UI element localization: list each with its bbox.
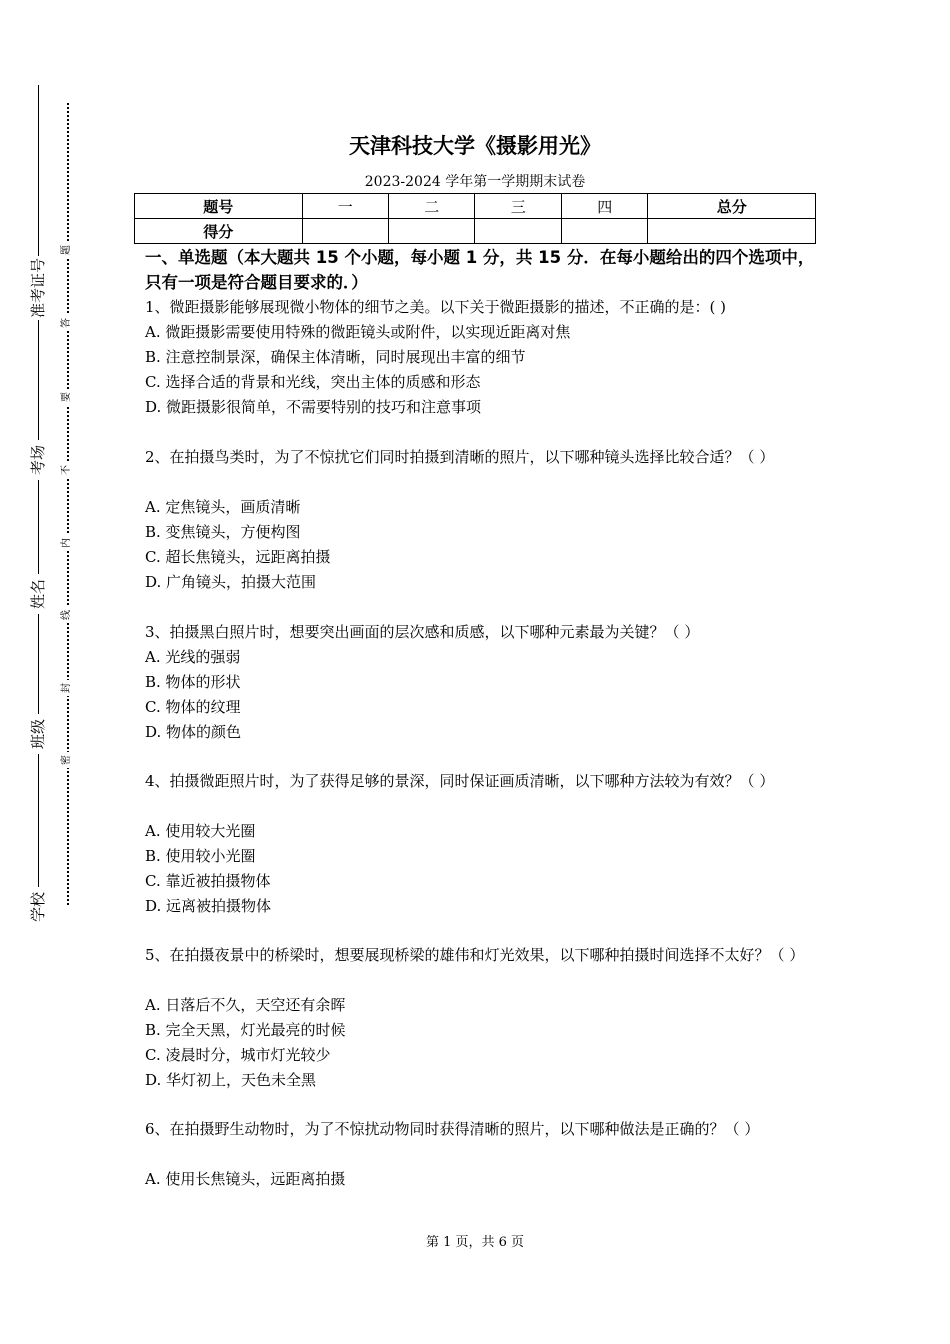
question-option: D. 微距摄影很简单，不需要特别的技巧和注意事项 (145, 398, 482, 416)
score-table-score-row (135, 219, 816, 244)
exam-subtitle: 2023-2024 学年第一学期期末试卷 (364, 174, 586, 190)
score-table-cell: 三 (475, 194, 561, 219)
question-stem: 6、在拍摄野生动物时，为了不惊扰动物同时获得清晰的照片，以下哪种做法是正确的？（ ） (145, 1120, 760, 1138)
seal-char: 密 (60, 752, 74, 768)
question-option: C. 超长焦镜头，远距离拍摄 (145, 548, 331, 566)
question-option: D. 华灯初上，天色未全黑 (145, 1071, 317, 1089)
question-stem: 3、拍摄黑白照片时，想要突出画面的层次感和质感，以下哪种元素最为关键？（ ） (145, 623, 700, 641)
question-option: D. 广角镜头，拍摄大范围 (145, 573, 317, 591)
question-option: A. 定焦镜头，画质清晰 (145, 498, 301, 516)
question-option: A. 使用长焦镜头，远距离拍摄 (145, 1170, 346, 1188)
score-input-cell[interactable] (475, 219, 561, 244)
question-stem: 5、在拍摄夜景中的桥梁时，想要展现桥梁的雄伟和灯光效果，以下哪种拍摄时间选择不太好？（ ） (145, 946, 805, 964)
seal-char: 答 (60, 315, 74, 331)
binding-dotted-line (67, 103, 69, 905)
page-footer: 第 1 页，共 6 页 (425, 1235, 525, 1250)
question-option: B. 物体的形状 (145, 673, 241, 691)
question-option: C. 靠近被拍摄物体 (145, 872, 271, 890)
question-option: D. 物体的颜色 (145, 723, 242, 741)
question-stem: 2、在拍摄鸟类时，为了不惊扰它们同时拍摄到清晰的照片，以下哪种镜头选择比较合适？（ ） (145, 448, 775, 466)
question-option: C. 选择合适的背景和光线，突出主体的质感和形态 (145, 373, 481, 391)
name-label: 姓名 (28, 574, 48, 614)
school-label: 学校 (28, 887, 48, 927)
score-input-cell[interactable] (302, 219, 388, 244)
score-input-cell[interactable] (561, 219, 647, 244)
seal-char: 内 (60, 535, 74, 551)
seal-char: 不 (60, 462, 74, 478)
question-option: C. 凌晨时分，城市灯光较少 (145, 1046, 331, 1064)
class-label: 班级 (28, 714, 48, 754)
exam-room-label: 考场 (28, 440, 48, 480)
question-stem: 4、拍摄微距照片时，为了获得足够的景深，同时保证画质清晰，以下哪种方法较为有效？（ ） (145, 772, 775, 790)
question-option: D. 远离被拍摄物体 (145, 897, 272, 915)
score-table-cell: 二 (388, 194, 474, 219)
score-table (134, 193, 816, 244)
seal-char: 线 (60, 607, 74, 623)
score-input-cell[interactable] (648, 219, 816, 244)
question-option: A. 使用较大光圈 (145, 822, 256, 840)
question-option: C. 物体的纹理 (145, 698, 241, 716)
question-option: B. 注意控制景深，确保主体清晰，同时展现出丰富的细节 (145, 348, 526, 366)
question-option: A. 微距摄影需要使用特殊的微距镜头或附件，以实现近距离对焦 (145, 323, 571, 341)
question-stem: 1、微距摄影能够展现微小物体的细节之美。以下关于微距摄影的描述，不正确的是：( ) (145, 298, 727, 316)
score-table-cell: 一 (302, 194, 388, 219)
seal-char: 要 (60, 389, 74, 405)
binding-margin (0, 0, 120, 1344)
score-input-cell[interactable] (388, 219, 474, 244)
score-table-header-row (135, 194, 816, 219)
section-title: 一、单选题（本大题共 15 个小题，每小题 1 分，共 15 分．在每小题给出的四个选项中，只有一项是符合题目要求的．） (145, 248, 815, 292)
question-option: A. 日落后不久，天空还有余晖 (145, 996, 346, 1014)
exam-title: 天津科技大学《摄影用光》 (349, 134, 601, 158)
seal-char: 题 (60, 242, 74, 258)
question-option: B. 使用较小光圈 (145, 847, 256, 865)
question-option: A. 光线的强弱 (145, 648, 241, 666)
binding-solid-line (38, 85, 39, 921)
question-option: B. 完全天黑，灯光最亮的时候 (145, 1021, 346, 1039)
score-table-cell: 总分 (648, 194, 816, 219)
score-table-cell: 得分 (135, 219, 303, 244)
score-table-cell: 题号 (135, 194, 303, 219)
question-option: B. 变焦镜头，方便构图 (145, 523, 301, 541)
exam-number-label: 准考证号 (29, 258, 47, 319)
score-table-cell: 四 (561, 194, 647, 219)
seal-char: 封 (60, 680, 74, 696)
